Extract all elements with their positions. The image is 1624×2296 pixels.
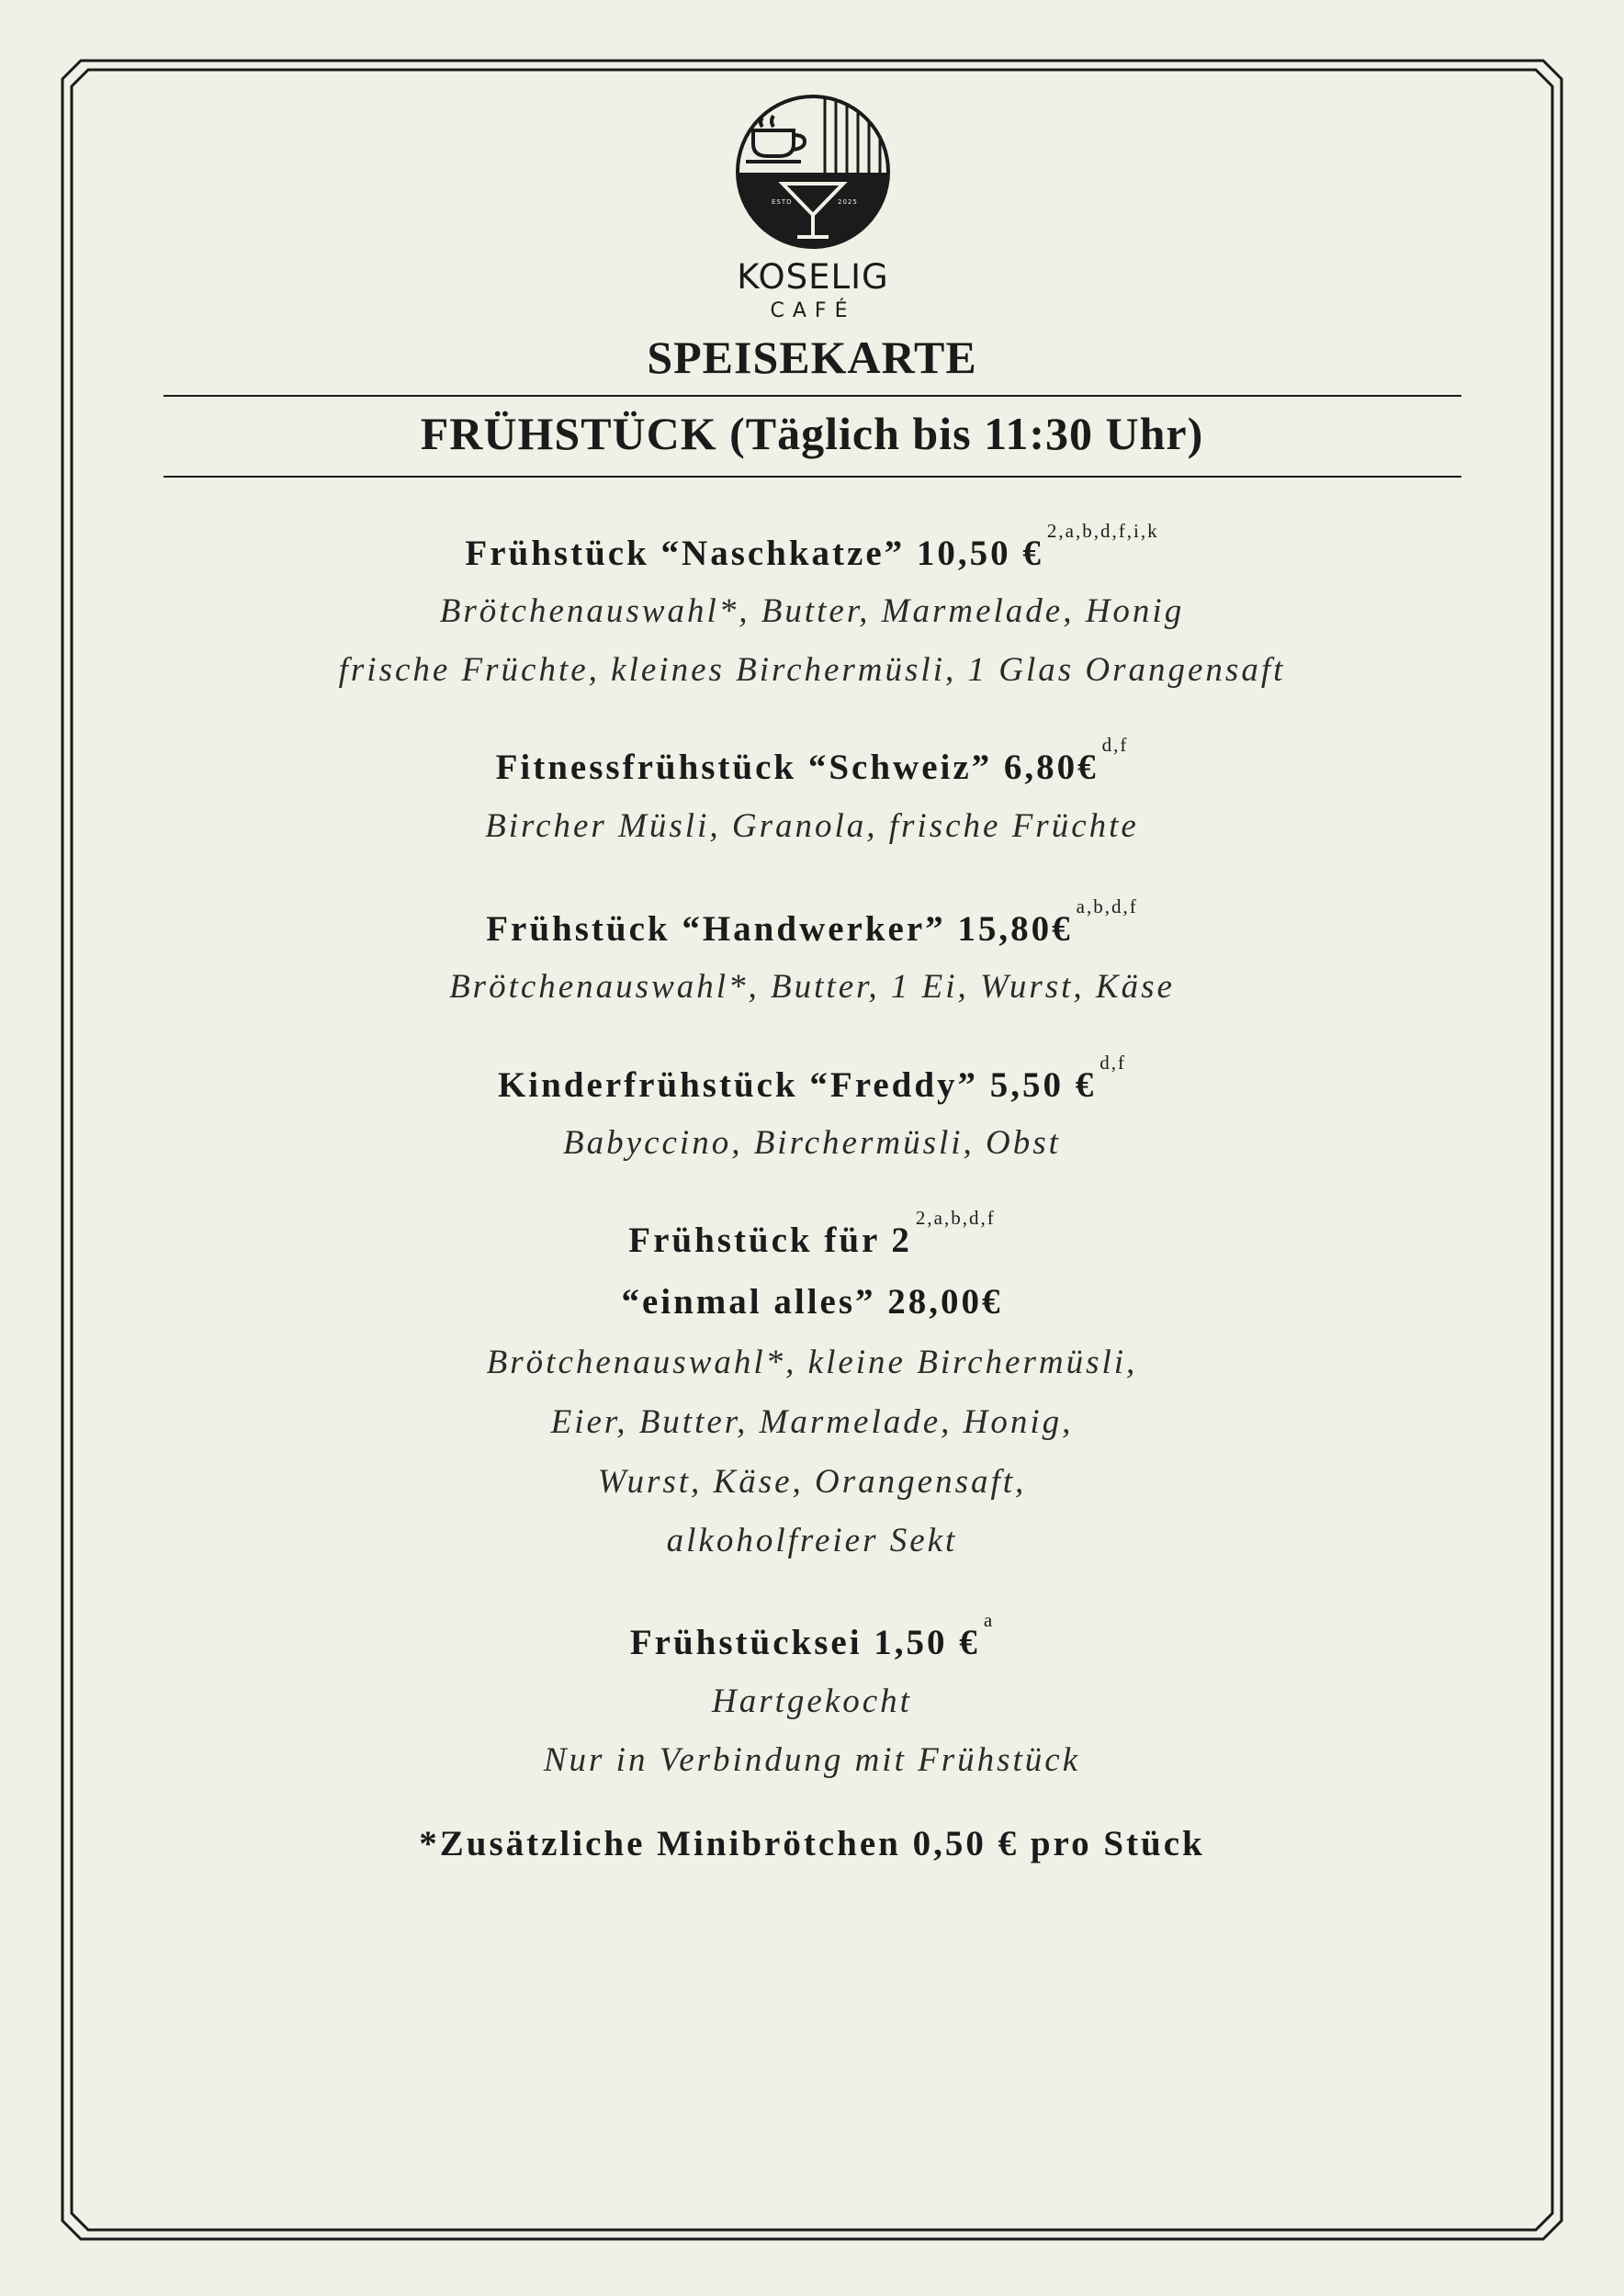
allergen-codes: d,f (1101, 734, 1129, 756)
allergen-codes: a (983, 1609, 995, 1631)
menu-item-description: Brötchenauswahl*, Butter, Marmelade, Honig (439, 592, 1185, 630)
menu-item-title: Frühstücksei 1,50 €$^a$ (629, 1609, 995, 1662)
title-divider-bottom (164, 476, 1461, 478)
menu-item-title: Kinderfrühstück “Freddy” 5,50 €$^{d,f}$ (497, 1052, 1127, 1105)
svg-text:2025: 2025 (838, 198, 858, 206)
menu-item-description: Bircher Müsli, Granola, frische Früchte (485, 807, 1139, 845)
menu-item-description: alkoholfreier Sekt (666, 1522, 958, 1559)
brand-subtitle: CAFÉ (770, 299, 856, 322)
menu-item-description: Hartgekocht (712, 1683, 912, 1720)
title-divider-top (164, 395, 1461, 397)
brand-name: KOSELIG (737, 257, 889, 297)
menu-item-description: Wurst, Käse, Orangensaft, (597, 1463, 1027, 1501)
menu-item-description: Eier, Butter, Marmelade, Honig, (550, 1403, 1074, 1441)
footnote: *Zusätzliche Minibrötchen 0,50 € pro Stück (419, 1824, 1205, 1863)
menu-item-title: Frühstück “Handwerker” 15,80€$^{a,b,d,f}$ (486, 895, 1138, 949)
menu-item-title: Fitnessfrühstück “Schweiz” 6,80€$^{d,f}$ (495, 734, 1129, 787)
menu-item-description: frische Früchte, kleines Birchermüsli, 1 Glas Orangensaft (338, 651, 1286, 689)
menu-item-description: Nur in Verbindung mit Frühstück (543, 1741, 1081, 1779)
page-title: SPEISEKARTE (647, 332, 977, 383)
menu-item-description: Brötchenauswahl*, Butter, 1 Ei, Wurst, Käse (449, 968, 1175, 1006)
allergen-codes: d,f (1100, 1052, 1127, 1074)
cafe-logo (735, 94, 891, 250)
menu-item-title: Frühstück “Naschkatze” 10,50 €$^{2,a,b,d,f,i,k}$ (465, 520, 1159, 573)
allergen-codes: 2,a,b,d,f (915, 1207, 996, 1229)
menu-item-description: Babyccino, Birchermüsli, Obst (563, 1124, 1061, 1162)
allergen-codes: a,b,d,f (1076, 895, 1138, 917)
svg-text:ESTD: ESTD (772, 198, 793, 206)
section-title: FRÜHSTÜCK (Täglich bis 11:30 Uhr) (420, 408, 1204, 459)
menu-item-description: Brötchenauswahl*, kleine Birchermüsli, (486, 1344, 1138, 1381)
menu-item-title-line2: “einmal alles” 28,00€ (621, 1282, 1003, 1322)
menu-item-title: Frühstück für 2$^{2,a,b,d,f}$ (628, 1207, 996, 1260)
allergen-codes: 2,a,b,d,f,i,k (1046, 520, 1159, 542)
